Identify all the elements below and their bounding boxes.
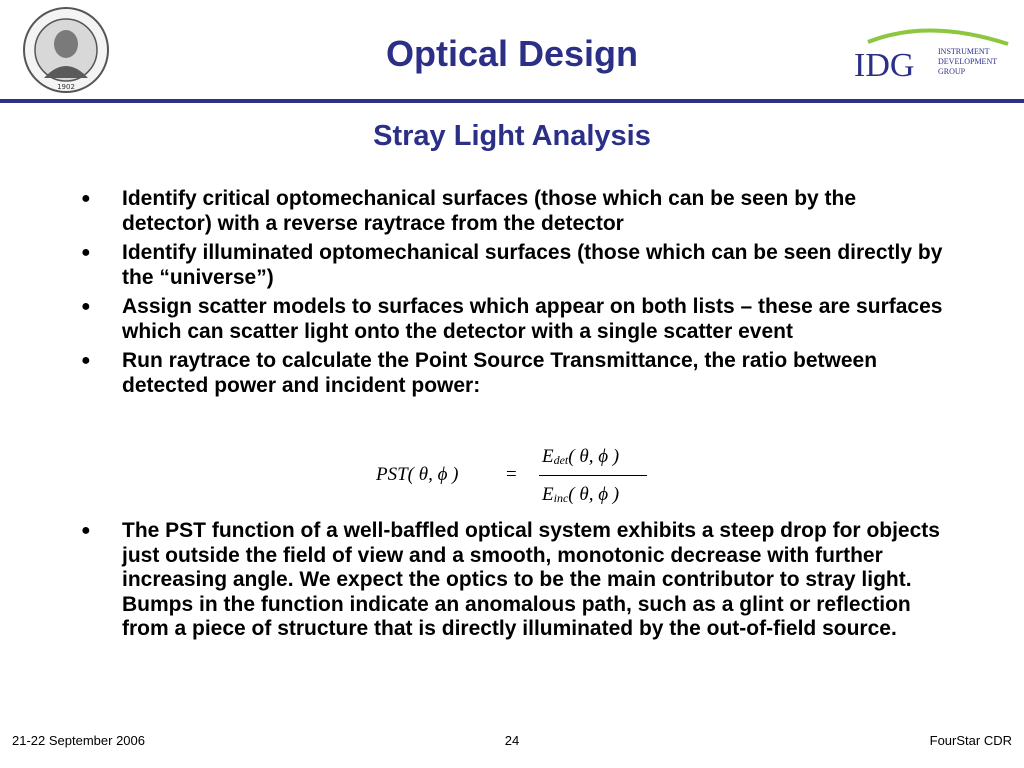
bullet-dot-icon: ● — [81, 190, 91, 207]
bullet-item — [80, 241, 950, 290]
equation-equals: = — [506, 464, 517, 485]
pst-equation — [376, 446, 676, 512]
footer-project: FourStar CDR — [929, 733, 1012, 748]
bullet-list-2 — [80, 519, 950, 647]
slide-subtitle: Stray Light Analysis — [373, 120, 651, 152]
bullet-dot-icon: ● — [81, 352, 91, 369]
bullet-item — [80, 349, 950, 398]
logo-sub-3: GROUP — [938, 67, 966, 76]
bullet-dot-icon: ● — [81, 298, 91, 315]
bullet-text: Run raytrace to calculate the Point Source Transmittance, the ratio between detected power and incident power: — [122, 349, 878, 397]
equation-lhs: PST( θ, ϕ ) — [376, 464, 459, 485]
logo-sub-1: INSTRUMENT — [938, 47, 990, 56]
bullet-dot-icon: ● — [81, 522, 91, 539]
seal-year: 1902 — [57, 83, 75, 91]
footer-date: 21-22 September 2006 — [12, 733, 145, 748]
logo-idg-text: IDG — [854, 47, 915, 84]
header-rule — [0, 99, 1024, 103]
logo-sub-2: DEVELOPMENT — [938, 57, 998, 66]
bullet-dot-icon: ● — [81, 244, 91, 261]
bullet-text: Identify critical optomechanical surfaces (those which can be seen by the detector) with a reverse raytrace from the detector — [122, 187, 857, 235]
bullet-text: The PST function of a well-baffled optical system exhibits a steep drop for objects just outside the field of view and a smooth, monotonic decrease with further increasing angle. We expect the optics to be the main contributor to stray light. Bumps in the function indicate an anomalous path, such as a glint or reflection from a piece of structure that is directly illuminated by the out-of-field source. — [122, 519, 940, 640]
equation-denominator: $E_{inc}$( θ, ϕ ) — [542, 484, 620, 505]
bullet-list — [80, 187, 950, 403]
bullet-text: Assign scatter models to surfaces which appear on both lists – these are surfaces which can scatter light onto the detector with a single scatter event — [122, 295, 943, 343]
footer-page-number: 24 — [504, 733, 520, 748]
bullet-item — [80, 519, 950, 642]
bullet-text: Identify illuminated optomechanical surfaces (those which can be seen directly by the “universe”) — [122, 241, 943, 289]
bullet-item — [80, 295, 950, 344]
bullet-item — [80, 187, 950, 236]
idg-logo — [848, 24, 1012, 84]
equation-numerator: $E_{det}$( θ, ϕ ) — [542, 446, 620, 467]
slide-title: Optical Design — [385, 33, 639, 74]
fraction-bar — [539, 475, 647, 476]
